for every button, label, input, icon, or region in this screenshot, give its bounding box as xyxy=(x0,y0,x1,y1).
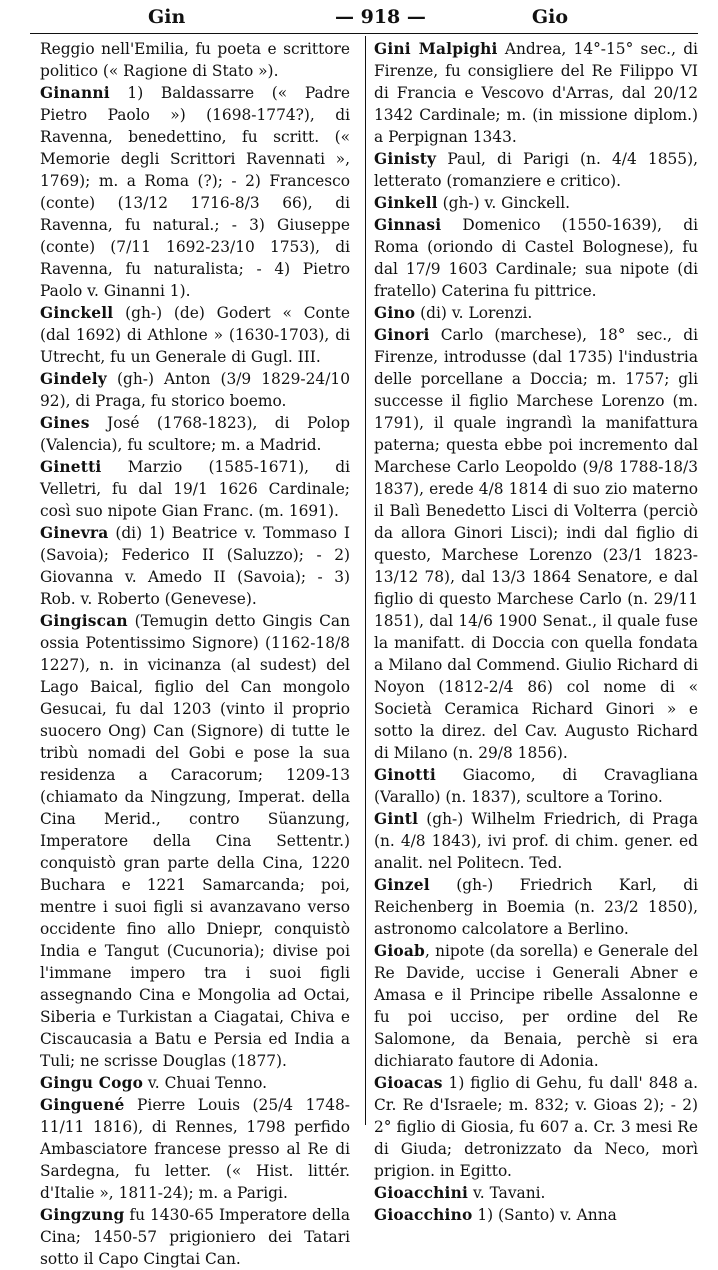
entry-headword: Gioacchini xyxy=(374,1184,469,1202)
header-rule xyxy=(30,33,698,34)
entry-headword: Ginguené xyxy=(40,1096,125,1114)
entry-text: v. Chuai Tenno. xyxy=(143,1074,268,1092)
dictionary-entry xyxy=(374,874,698,940)
running-header xyxy=(30,4,698,30)
entry-headword: Ginevra xyxy=(40,524,109,542)
entry-text: v. Tavani. xyxy=(468,1184,546,1202)
dictionary-entry xyxy=(374,192,698,214)
right-column xyxy=(374,38,698,1226)
dictionary-entry xyxy=(374,38,698,148)
dictionary-entry xyxy=(40,522,350,610)
dictionary-entry xyxy=(374,302,698,324)
dictionary-entry xyxy=(374,764,698,808)
entry-text: , nipote (da sorella) e Generale del Re Davide, uccise i Generali Abner e Amasa e il Principe ribelle Assalonne e fu poi ucciso, per ordine del Re Salomone, da Benaia, perchè si era dichiarato fautore di Adonia. xyxy=(374,942,698,1070)
entry-text: (di) 1) Beatrice v. Tommaso I (Savoia); Federico II (Saluzzo); - 2) Giovanna v. Amedo II (Savoia); - 3) Rob. v. Roberto (Genevese). xyxy=(40,524,350,608)
dictionary-entry xyxy=(374,148,698,192)
dictionary-entry xyxy=(40,368,350,412)
entry-headword: Gioab xyxy=(374,942,425,960)
entry-text: 1) figlio di Gehu, fu dall' 848 a. Cr. Re d'Israele; m. 832; v. Gioas 2); - 2) 2° figlio di Giosia, fu 607 a. Cr. 3 mesi Re di Giuda; detronizzato da Neco, morì prigion. in Egitto. xyxy=(374,1074,698,1180)
entry-headword: Ginanni xyxy=(40,84,110,102)
entry-text: Pierre Louis (25/4 1748-11/11 1816), di Rennes, 1798 perfido Ambasciatore francese presso al Re di Sardegna, fu letter. (« Hist. littér. d'Italie », 1811-24); m. a Parigi. xyxy=(40,1096,350,1202)
entry-headword: Ginzel xyxy=(374,876,430,894)
entry-text: (gh-) v. Ginckell. xyxy=(437,194,571,212)
column-divider xyxy=(365,36,366,1125)
entry-headword: Ginotti xyxy=(374,766,436,784)
dictionary-entry xyxy=(40,1072,350,1094)
dictionary-entry xyxy=(374,1072,698,1182)
entry-headword: Gines xyxy=(40,414,90,432)
entry-text: Paul, di Parigi (n. 4/4 1855), letterato (romanziere e critico). xyxy=(374,150,698,190)
entry-headword: Gingiscan xyxy=(40,612,128,630)
entry-headword: Ginori xyxy=(374,326,430,344)
entry-text: (Temugin detto Gingis Can ossia Potentissimo Signore) (1162-18/8 1227), n. in vicinanza (al sudest) del Lago Baical, figlio del Can mongolo Gesucai, fu dal 1203 (vinto il proprio suocero Ong) Can (Signore) di tutte le tribù nomadi del Gobi e pose la sua residenza a Caracorum; 1209-13 (chiamato da Ningzung, Imperat. della Cina Merid., contro Süanzung, Imperatore della Cina Settentr.) conquistò gran parte della Cina, 1220 Buchara e 1221 Samarcanda; poi, mentre i suoi figli si avanzavano verso occidente fino allo Dniepr, conquistò India e Tangut (Cucunoria); divise poi l'immane impero tra i suoi figli assegnando Cina e Mongolia ad Octai, Siberia e Turkistan a Ciagatai, Chiva e Ciscaucasia a Batu e Persia ed India a Tuli; ne scrisse Douglas (1877). xyxy=(40,612,350,1070)
entry-headword: Gindely xyxy=(40,370,107,388)
left-column xyxy=(40,38,350,1270)
entry-text: 1) Baldassarre (« Padre Pietro Paolo ») (1698-1774?), di Ravenna, benedettino, fu scritt. (« Memorie degli Scrittori Ravennati », 1769); m. a Roma (?); - 2) Francesco (conte) (13/12 1716-8/3 66), di Ravenna, fu natural.; - 3) Giuseppe (conte) (7/11 1692-23/10 1753), di Ravenna, fu naturalista; - 4) Pietro Paolo v. Ginanni 1). xyxy=(40,84,350,300)
dictionary-entry xyxy=(374,940,698,1072)
entry-text: (gh-) Friedrich Karl, di Reichenberg in Boemia (n. 23/2 1850), astronomo calcolatore a Berlino. xyxy=(374,876,698,938)
entry-headword: Gioacas xyxy=(374,1074,443,1092)
header-right-guide: Gio xyxy=(531,6,568,28)
entry-headword: Gingu Cogo xyxy=(40,1074,144,1092)
entry-headword: Ginisty xyxy=(374,150,437,168)
dictionary-entry xyxy=(374,1204,698,1226)
entry-headword: Ginkell xyxy=(374,194,438,212)
entry-text: Carlo (marchese), 18° sec., di Firenze, introdusse (dal 1735) l'industria delle porcellane a Doccia; m. 1757; gli successe il figlio Marchese Lorenzo (m. 1791), il quale ingrandì la manifattura paterna; questa ebbe poi incremento dal Marchese Carlo Leopoldo (9/8 1788-18/3 1837), erede 4/8 1814 di suo zio materno il Balì Benedetto Lisci di Volterra (perciò da allora Ginori Lisci); indi dal figlio di questo, Marchese Lorenzo (23/1 1823-13/12 78), dal 13/3 1864 Senatore, e dal figlio di questo Marchese Carlo (n. 29/11 1851), dal 14/6 1900 Senat., il quale fuse la manifatt. di Doccia con quella fondata a Milano dal Commend. Giulio Richard di Noyon (1812-2/4 86) col nome di « Società Ceramica Richard Ginori » e sotto la direz. del Cav. Augusto Richard di Milano (n. 29/8 1856). xyxy=(374,326,698,762)
entry-text: (di) v. Lorenzi. xyxy=(415,304,533,322)
dictionary-entry xyxy=(374,324,698,764)
entry-text: Domenico (1550-1639), di Roma (oriondo di Castel Bolognese), fu dal 17/9 1603 Cardinale; sua nipote (di fratello) Caterina fu pittrice. xyxy=(374,216,698,300)
dictionary-entry xyxy=(40,1094,350,1204)
entry-text: Reggio nell'Emilia, fu poeta e scrittore politico (« Ragione di Stato »). xyxy=(40,40,350,80)
entry-headword: Gino xyxy=(374,304,416,322)
entry-text: José (1768-1823), di Polop (Valencia), fu scultore; m. a Madrid. xyxy=(40,414,350,454)
entry-text: 1) (Santo) v. Anna xyxy=(472,1206,617,1224)
entry-text: Giacomo, di Cravagliana (Varallo) (n. 1837), scultore a Torino. xyxy=(374,766,698,806)
entry-headword: Ginnasi xyxy=(374,216,442,234)
dictionary-entry xyxy=(40,412,350,456)
header-left-guide: Gin xyxy=(148,6,186,28)
dictionary-entry xyxy=(374,214,698,302)
entry-headword: Ginckell xyxy=(40,304,114,322)
entry-headword: Gingzung xyxy=(40,1206,125,1224)
entry-headword: Gioacchino xyxy=(374,1206,473,1224)
entry-headword: Gini Malpighi xyxy=(374,40,498,58)
page-number: — 918 — xyxy=(335,6,426,28)
dictionary-entry xyxy=(40,1204,350,1270)
entry-text: (gh-) Wilhelm Friedrich, di Praga (n. 4/8 1843), ivi prof. di chim. gener. ed analit. nel Politecn. Ted. xyxy=(374,810,698,872)
entry-text: Andrea, 14°-15° sec., di Firenze, fu consigliere del Re Filippo VI di Francia e Vescovo d'Arras, dal 20/12 1342 Cardinale; m. (in missione diplom.) a Perpignan 1343. xyxy=(374,40,698,146)
entry-text: fu 1430-65 Imperatore della Cina; 1450-57 prigioniero dei Tatari sotto il Capo Cingtai Can. xyxy=(40,1206,350,1268)
entry-text: (gh-) (de) Godert « Conte (dal 1692) di Athlone » (1630-1703), di Utrecht, fu un Generale di Gugl. III. xyxy=(40,304,350,366)
entry-text: (gh-) Anton (3/9 1829-24/10 92), di Praga, fu storico boemo. xyxy=(40,370,350,410)
dictionary-entry xyxy=(374,808,698,874)
entry-headword: Ginetti xyxy=(40,458,102,476)
dictionary-entry xyxy=(40,302,350,368)
dictionary-entry xyxy=(40,610,350,1072)
entry-headword: Gintl xyxy=(374,810,419,828)
dictionary-entry xyxy=(374,1182,698,1204)
dictionary-entry xyxy=(40,38,350,82)
dictionary-entry xyxy=(40,456,350,522)
entry-text: Marzio (1585-1671), di Velletri, fu dal 19/1 1626 Cardinale; così suo nipote Gian Franc. (m. 1691). xyxy=(40,458,350,520)
dictionary-entry xyxy=(40,82,350,302)
